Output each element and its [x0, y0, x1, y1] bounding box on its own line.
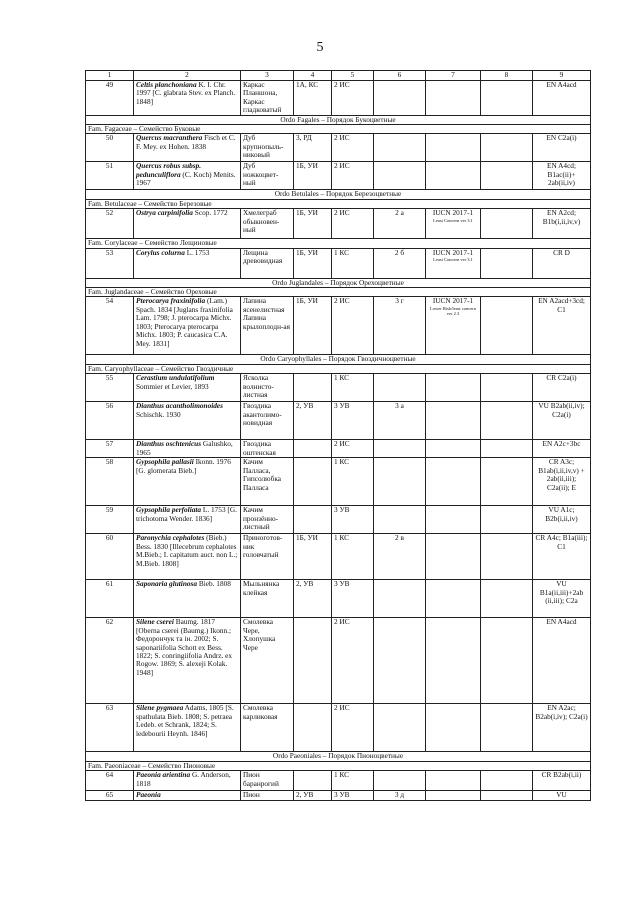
- iucn-criteria: VU A1c; B2b(i,ii,iv): [533, 506, 591, 534]
- latin-name-cell: [134, 81, 241, 116]
- order-row: [86, 115, 591, 124]
- russian-name: Мыльнянка клейкая: [241, 580, 294, 618]
- iucn-note: Least Concern ver 3.1: [433, 257, 473, 263]
- category-col4: 1Б, УИ: [294, 162, 332, 190]
- header-cell: 6: [374, 71, 426, 81]
- latin-name: Silene cserei: [136, 617, 174, 627]
- row-number: 56: [86, 402, 134, 440]
- russian-name: Гвоздика оштенская: [241, 440, 294, 458]
- russian-name: Хмелеграб обыкновен-ный: [241, 209, 294, 239]
- category-col6: 3 а: [374, 402, 426, 440]
- russian-name: Лещина древовидная: [241, 248, 294, 278]
- latin-name-cell: [134, 402, 241, 440]
- latin-authority: L. 1753: [184, 248, 210, 257]
- iucn-cell: [426, 440, 481, 458]
- category-col4: 1Б, УИ: [294, 297, 332, 355]
- species-row: [86, 534, 591, 580]
- category-col4: [294, 771, 332, 791]
- iucn-cell: [426, 374, 481, 402]
- russian-name: Пион баранрогий: [241, 771, 294, 791]
- category-col8: [481, 297, 533, 355]
- family-row: [86, 199, 591, 208]
- iucn-status: IUCN 2017-1: [432, 296, 474, 306]
- iucn-cell: [426, 81, 481, 116]
- species-row: [86, 506, 591, 534]
- iucn-cell: [426, 162, 481, 190]
- family-title: Fam. Juglandaceae – Семейство Ореховые: [86, 288, 591, 297]
- category-col8: [481, 618, 533, 704]
- category-col6: [374, 81, 426, 116]
- page-number: 5: [316, 40, 324, 55]
- latin-name-cell: [134, 248, 241, 278]
- category-col6: [374, 506, 426, 534]
- category-col5: 2 ИС: [332, 134, 374, 162]
- latin-name-cell: [134, 209, 241, 239]
- category-col6: [374, 580, 426, 618]
- latin-authority: G. Anderson, 1818: [136, 770, 231, 788]
- species-row: [86, 580, 591, 618]
- category-col8: [481, 134, 533, 162]
- latin-authority: L. 1753 [G. trichotoma Wender. 1836]: [136, 505, 237, 523]
- category-col5: 2 ИС: [332, 81, 374, 116]
- russian-name: Гвоздика акантолимо-новидная: [241, 402, 294, 440]
- category-col8: [481, 209, 533, 239]
- header-cell: 7: [426, 71, 481, 81]
- category-col5: 3 УВ: [332, 506, 374, 534]
- category-col4: 1Б, УИ: [294, 534, 332, 580]
- latin-authority: Adams, 1805 [S. spathulata Bieb. 1808; S. petraea Ledeb. et Schrank, 1824; S. ledebourii Heynh. 1846]: [136, 703, 234, 738]
- species-table: [85, 70, 591, 801]
- species-row: [86, 162, 591, 190]
- category-col5: 2 ИС: [332, 618, 374, 704]
- species-row: [86, 458, 591, 506]
- iucn-criteria: VU: [533, 791, 591, 801]
- category-col8: [481, 402, 533, 440]
- russian-name: Качим пронзённо-листный: [241, 506, 294, 534]
- iucn-cell: [426, 506, 481, 534]
- iucn-status: IUCN 2017-1: [432, 208, 474, 218]
- species-row: [86, 402, 591, 440]
- category-col6: [374, 374, 426, 402]
- latin-authority: (C. Koch) Menits. 1967: [136, 169, 236, 188]
- row-number: 62: [86, 618, 134, 704]
- russian-name: Смолевка Чере, Хлопушка Чере: [241, 618, 294, 704]
- iucn-criteria: EN A4cd; B1ac(ii)+ 2ab(ii,iv): [533, 162, 591, 190]
- iucn-criteria: VU B1a(ii,iii)+2ab (ii,iii); C2a: [533, 580, 591, 618]
- latin-name-cell: [134, 374, 241, 402]
- row-number: 52: [86, 209, 134, 239]
- iucn-cell: [426, 618, 481, 704]
- iucn-criteria: EN A2c+3bc: [533, 440, 591, 458]
- category-col5: 2 ИС: [332, 209, 374, 239]
- order-title: Ordo Betulales – Порядок Березоцветные: [86, 190, 591, 199]
- latin-name-cell: [134, 771, 241, 791]
- category-col6: 3 д: [374, 791, 426, 801]
- order-row: [86, 752, 591, 761]
- latin-authority: Galushko, 1965: [136, 439, 233, 457]
- family-row: [86, 761, 591, 770]
- latin-name: Paronychia cephalotes: [136, 533, 205, 543]
- latin-authority: Ikonn. 1976 [G. glomerata Bieb.]: [136, 457, 231, 475]
- category-col8: [481, 162, 533, 190]
- russian-name: Пион: [241, 791, 294, 801]
- category-col8: [481, 458, 533, 506]
- row-number: 50: [86, 134, 134, 162]
- header-cell: 3: [241, 71, 294, 81]
- category-col4: [294, 440, 332, 458]
- category-col4: 3, РД: [294, 134, 332, 162]
- species-row: [86, 81, 591, 116]
- category-col4: [294, 618, 332, 704]
- category-col4: 1Б, УИ: [294, 209, 332, 239]
- row-number: 55: [86, 374, 134, 402]
- category-col8: [481, 440, 533, 458]
- latin-name: Dianthus oschtenicus: [136, 439, 202, 449]
- latin-name-cell: [134, 618, 241, 704]
- category-col6: 2 а: [374, 209, 426, 239]
- latin-name: Cerastium undulatifolium: [136, 373, 215, 383]
- latin-name-cell: [134, 704, 241, 752]
- latin-authority: Fisch et C. F. Mey. ex Hohen. 1838: [136, 133, 236, 151]
- latin-name: Ostrya carpinifolia: [136, 208, 193, 218]
- latin-name: Silene pygmaea: [136, 703, 184, 713]
- category-col8: [481, 374, 533, 402]
- category-col4: 2, УВ: [294, 402, 332, 440]
- header-row: [86, 71, 591, 81]
- row-number: 57: [86, 440, 134, 458]
- russian-name: Качим Палласа, Гипсолюбка Палласа: [241, 458, 294, 506]
- russian-name: Лапина ясенелистная Лапина крылоплодн-ая: [241, 297, 294, 355]
- latin-name: Pterocarya fraxinifolia: [136, 296, 206, 306]
- iucn-cell: [426, 248, 481, 278]
- order-row: [86, 190, 591, 199]
- species-row: [86, 704, 591, 752]
- iucn-cell: [426, 580, 481, 618]
- category-col4: 1А, КС: [294, 81, 332, 116]
- latin-name: Celtis planchoniana: [136, 80, 197, 89]
- latin-authority: (Bieb.) Bess. 1830 [Illecebrum cephalotes M.Bieb.; I. capitatum auct. non L.; M.Bieb. 1808]: [136, 533, 238, 568]
- iucn-cell: [426, 791, 481, 801]
- iucn-criteria: EN A4acd: [533, 81, 591, 116]
- latin-name-cell: [134, 162, 241, 190]
- latin-name-cell: [134, 134, 241, 162]
- family-row: [86, 364, 591, 373]
- russian-name: Смолевка карликовая: [241, 704, 294, 752]
- iucn-note: Least Concern ver 3.1: [433, 217, 473, 223]
- header-cell: 4: [294, 71, 332, 81]
- iucn-cell: [426, 458, 481, 506]
- category-col8: [481, 704, 533, 752]
- latin-authority: Baumg. 1817 [Oberna cserei (Baumg.) Ikonn.; Федорончук та ін. 2002; S. saponariifolia Schott ex Bess. 1822; S. conringiifolia Andrz. ex Rogow. 1869; S. alexeji Kolak. 1948]: [136, 617, 233, 677]
- iucn-cell: [426, 402, 481, 440]
- family-title: Fam. Betulaceae – Семейство Березовые: [86, 199, 591, 208]
- iucn-status: IUCN 2017-1: [432, 248, 474, 257]
- species-row: [86, 771, 591, 791]
- latin-name-cell: [134, 534, 241, 580]
- species-row: [86, 440, 591, 458]
- latin-name: Gypsophila perfoliata: [136, 505, 202, 515]
- latin-name: Gypsophila pallasii: [136, 457, 194, 467]
- category-col6: 2 б: [374, 248, 426, 278]
- category-col5: 1 КС: [332, 248, 374, 278]
- latin-name-cell: [134, 506, 241, 534]
- iucn-criteria: EN A4acd: [533, 618, 591, 704]
- family-row: [86, 239, 591, 248]
- header-cell: 1: [86, 71, 134, 81]
- row-number: 49: [86, 81, 134, 116]
- latin-name-cell: [134, 580, 241, 618]
- russian-name: Каркас Планшона, Каркас гладковатый: [241, 81, 294, 116]
- species-row: [86, 618, 591, 704]
- row-number: 58: [86, 458, 134, 506]
- category-col5: 1 КС: [332, 458, 374, 506]
- iucn-criteria: CR D: [533, 248, 591, 278]
- header-cell: 8: [481, 71, 533, 81]
- category-col5: 2 ИС: [332, 297, 374, 355]
- species-row: [86, 791, 591, 801]
- latin-name: Saponaria glutinosa: [136, 579, 198, 589]
- latin-authority: Schischk. 1930: [136, 409, 181, 419]
- iucn-cell: [426, 704, 481, 752]
- category-col4: [294, 458, 332, 506]
- category-col5: 2 ИС: [332, 440, 374, 458]
- category-col6: [374, 771, 426, 791]
- iucn-cell: [426, 209, 481, 239]
- category-col8: [481, 534, 533, 580]
- iucn-criteria: CR B2ab(i,ii): [533, 771, 591, 791]
- latin-name: Dianthus acantholimonoides: [136, 401, 223, 411]
- category-col5: 3 УВ: [332, 402, 374, 440]
- order-row: [86, 355, 591, 364]
- row-number: 65: [86, 791, 134, 801]
- row-number: 54: [86, 297, 134, 355]
- row-number: 61: [86, 580, 134, 618]
- row-number: 60: [86, 534, 134, 580]
- family-title: Fam. Paeoniaceae – Семейство Пионовые: [86, 761, 591, 770]
- latin-name: Paeonia arientina: [136, 770, 191, 780]
- iucn-criteria: CR A4c; B1a(iii); C1: [533, 534, 591, 580]
- row-number: 59: [86, 506, 134, 534]
- latin-authority: (Lam.) Spach. 1834 [Juglans fraxinifolia Lam. 1798; J. pterocarpa Michx. 1803; Pterocarya pterocarpa Michx. 1803; P. caucasica C.A. Mey. 1831]: [136, 296, 233, 348]
- latin-name-cell: [134, 297, 241, 355]
- category-col5: 2 ИС: [332, 162, 374, 190]
- category-col6: [374, 458, 426, 506]
- category-col8: [481, 248, 533, 278]
- iucn-cell: [426, 297, 481, 355]
- category-col6: [374, 134, 426, 162]
- category-col5: 3 УВ: [332, 791, 374, 801]
- iucn-criteria: EN C2a(i): [533, 134, 591, 162]
- category-col4: [294, 506, 332, 534]
- category-col4: [294, 704, 332, 752]
- family-title: Fam. Corylaceae – Семейство Лещиновые: [86, 239, 591, 248]
- row-number: 51: [86, 162, 134, 190]
- russian-name: Дуб ножкоцвет-ный: [241, 162, 294, 190]
- latin-name-cell: [134, 791, 241, 801]
- latin-name-cell: [134, 440, 241, 458]
- header-cell: 9: [533, 71, 591, 81]
- latin-authority: Scop. 1772: [192, 208, 228, 218]
- latin-authority: Bieb. 1808: [197, 579, 231, 589]
- category-col5: 3 УВ: [332, 580, 374, 618]
- category-col5: 2 ИС: [332, 704, 374, 752]
- family-title: Fam. Fagaceae – Семейство Буковые: [86, 125, 591, 134]
- category-col8: [481, 580, 533, 618]
- iucn-criteria: CR C2a(i): [533, 374, 591, 402]
- order-title: Ordo Juglandales – Порядок Орехоцветные: [86, 278, 591, 287]
- iucn-criteria: EN A2ac; B2ab(i,iv); C2a(i): [533, 704, 591, 752]
- iucn-criteria: VU B2ab(ii,iv); C2a(i): [533, 402, 591, 440]
- family-row: [86, 288, 591, 297]
- latin-name: Quercus robus subsp. pedunculiflora: [136, 161, 202, 179]
- iucn-criteria: EN A2cd; B1b(i,ii,iv,v): [533, 209, 591, 239]
- row-number: 64: [86, 771, 134, 791]
- category-col4: 2, УВ: [294, 791, 332, 801]
- category-col5: 1 КС: [332, 771, 374, 791]
- family-title: Fam. Caryophyllaceae – Семейство Гвоздичные: [86, 364, 591, 373]
- iucn-cell: [426, 771, 481, 791]
- category-col8: [481, 771, 533, 791]
- latin-name: Corylus colurna: [136, 248, 185, 257]
- species-row: [86, 209, 591, 239]
- latin-name: Paeonia: [136, 790, 161, 800]
- category-col8: [481, 791, 533, 801]
- category-col6: [374, 704, 426, 752]
- latin-authority: Sommier et Levier, 1893: [136, 381, 209, 391]
- header-cell: 2: [134, 71, 241, 81]
- category-col6: [374, 618, 426, 704]
- order-title: Ordo Caryophyllales – Порядок Гвоздичноцветные: [86, 355, 591, 364]
- species-row: [86, 297, 591, 355]
- family-row: [86, 125, 591, 134]
- species-row: [86, 134, 591, 162]
- category-col8: [481, 506, 533, 534]
- category-col8: [481, 81, 533, 116]
- species-row: [86, 374, 591, 402]
- order-title: Ordo Paeoniales – Порядок Пионоцветные: [86, 752, 591, 761]
- russian-name: Дуб крупнопыль-никовый: [241, 134, 294, 162]
- row-number: 63: [86, 704, 134, 752]
- category-col6: 3 г: [374, 297, 426, 355]
- category-col6: [374, 440, 426, 458]
- order-row: [86, 278, 591, 287]
- category-col4: 1Б, УИ: [294, 248, 332, 278]
- category-col6: [374, 162, 426, 190]
- iucn-criteria: CR A3c; B1ab(i,ii,iv,v) + 2ab(ii,iii); C2a(ii); E: [533, 458, 591, 506]
- latin-authority: K. I. Chr. 1997 [C. glabrata Stev. ex Planch. 1848]: [136, 80, 236, 106]
- species-row: [86, 248, 591, 278]
- iucn-cell: [426, 534, 481, 580]
- category-col6: 2 в: [374, 534, 426, 580]
- category-col4: [294, 374, 332, 402]
- order-title: Ordo Fagales – Порядок Букоцветные: [86, 115, 591, 124]
- latin-name: Quercus macranthera: [136, 133, 203, 143]
- category-col4: 2, УВ: [294, 580, 332, 618]
- latin-name-cell: [134, 458, 241, 506]
- iucn-cell: [426, 134, 481, 162]
- russian-name: Ясколка волнисто-листная: [241, 374, 294, 402]
- iucn-note: Lower Risk/least concern ver 2.3: [430, 305, 476, 317]
- category-col5: 1 КС: [332, 534, 374, 580]
- category-col5: 1 КС: [332, 374, 374, 402]
- row-number: 53: [86, 248, 134, 278]
- header-cell: 5: [332, 71, 374, 81]
- russian-name: Приноготов-ник головчатый: [241, 534, 294, 580]
- iucn-criteria: EN A2acd+3cd; C1: [533, 297, 591, 355]
